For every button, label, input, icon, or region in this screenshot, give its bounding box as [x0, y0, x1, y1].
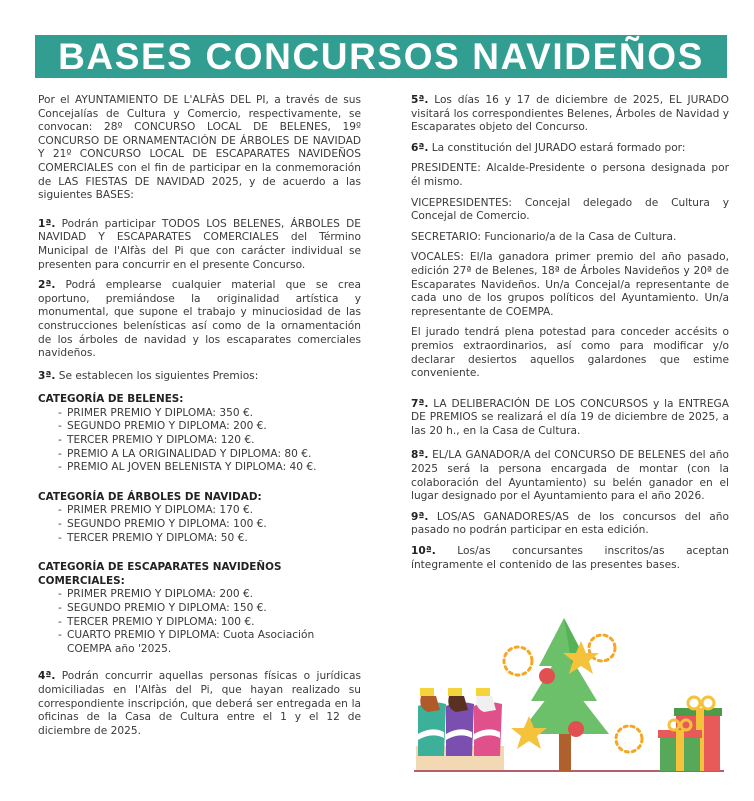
category-title-escaparates: CATEGORÍA DE ESCAPARATES NAVIDEÑOS COMERCIALES: [38, 561, 282, 587]
prize-item: - PREMIO AL JOVEN BELENISTA Y DIPLOMA: 40 €. [58, 461, 361, 475]
base-ordinal: 8ª. [411, 449, 429, 462]
base-9 [411, 511, 729, 538]
base-text: La constitución del JURADO estará formado por: [428, 141, 686, 154]
page-title: BASES CONCURSOS NAVIDEÑOS [58, 36, 704, 77]
base-text: Podrá emplearse cualquier material que se crea oportuno, premiándose la originalidad artística y monumental, que supone el trabajo y minuciosidad de las construcciones belenísticas así como de la ornamentación de los árboles de navidad y los escaparates comerciales navideños. [38, 279, 361, 360]
left-column [38, 94, 361, 745]
christmas-tree-icon [519, 618, 609, 771]
gift-boxes-icon [658, 697, 722, 771]
base-3 [38, 370, 361, 384]
prize-item: - SEGUNDO PREMIO Y DIPLOMA: 200 €. [58, 420, 361, 434]
ornament [568, 721, 584, 737]
jury-vocals: VOCALES: El/la ganadora primer premio del año pasado, edición 27ª de Belenes, 18ª de Árboles Navideños y 20ª de Escaparates Navideños. Un/a Concejal/a representante de cada uno de los grupos políticos del Ayuntamiento. Un/a representante de COEMPA. [411, 251, 729, 318]
base-7 [411, 398, 729, 439]
base-5 [411, 94, 729, 135]
base-text: EL/LA GANADOR/A del CONCURSO DE BELENES del año 2025 será la persona encargada de montar (con la colaboración del Ayuntamiento) su belén ganador en el lugar designado por el Ayuntamiento para el año 2026. [411, 449, 729, 503]
jury-secretary: SECRETARIO: Funcionario/a de la Casa de Cultura. [411, 230, 677, 243]
right-column [411, 94, 729, 579]
base-2 [38, 279, 361, 361]
jury-vicepresidents: VICEPRESIDENTES: Concejal delegado de Cultura y Concejal de Comercio. [411, 196, 729, 223]
base-ordinal: 10ª. [411, 545, 436, 558]
prize-item: - TERCER PREMIO Y DIPLOMA: 120 €. [58, 434, 361, 448]
prize-list-arboles [58, 504, 361, 545]
base-text: Los/as concursantes inscritos/as aceptan íntegramente el contenido de las presentes bases. [411, 545, 729, 571]
prize-item: - SEGUNDO PREMIO Y DIPLOMA: 150 €. [58, 602, 361, 616]
intro-paragraph: Por el AYUNTAMIENTO DE L'ALFÀS DEL PI, a través de sus Concejalías de Cultura y Comercio, respectivamente, se convocan: 28º CONCURSO LOCAL DE BELENES, 19º CONCURSO DE ORNAMENTACIÓN DE ÁRBOLES DE NAVIDAD Y 21º CONCURSO LOCAL DE ESCAPARATES NAVIDEÑOS COMERCIALES con el fin de participar en la conmemoración de LAS FIESTAS DE NAVIDAD 2025, y de acuerdo a las siguientes BASES: [38, 94, 361, 202]
prize-item: - CUARTO PREMIO Y DIPLOMA: Cuota Asociación COEMPA año '2025. [58, 629, 361, 656]
three-kings-icon [416, 688, 504, 770]
prize-list-escaparates [58, 588, 361, 656]
base-text: Los días 16 y 17 de diciembre de 2025, EL JURADO visitará los correspondientes Belenes, Árboles de Navidad y Escaparates objeto del Concurso. [411, 94, 729, 134]
base-text: LOS/AS GANADORES/AS de los concursos del año pasado no podrán participar en esta edición. [411, 510, 729, 537]
base-ordinal: 3ª. [38, 369, 56, 382]
base-ordinal: 7ª. [411, 397, 429, 410]
jury-president: PRESIDENTE: Alcalde-Presidente o persona designada por él mismo. [411, 162, 729, 188]
base-6 [411, 142, 729, 156]
jury-powers: El jurado tendrá plena potestad para conceder accésits o premios extraordinarios, así como para modificar y/o declarar desiertos aquellos galardones que estime conveniente. [411, 326, 729, 380]
base-10 [411, 545, 729, 572]
prize-item: - SEGUNDO PREMIO Y DIPLOMA: 100 €. [58, 518, 361, 532]
category-title-arboles: CATEGORÍA DE ÁRBOLES DE NAVIDAD: [38, 490, 262, 503]
base-4 [38, 670, 361, 738]
prize-item: - PRIMER PREMIO Y DIPLOMA: 170 €. [58, 504, 361, 518]
prize-list-belenes [58, 407, 361, 475]
prize-item: - PREMIO A LA ORIGINALIDAD Y DIPLOMA: 80 €. [58, 448, 361, 462]
base-ordinal: 1ª. [38, 217, 56, 230]
base-ordinal: 6ª. [411, 141, 429, 154]
base-text: Se establecen los siguientes Premios: [55, 369, 259, 382]
base-ordinal: 4ª. [38, 670, 56, 683]
base-text: LA DELIBERACIÓN DE LOS CONCURSOS y la ENTREGA DE PREMIOS se realizará el día 19 de diciembre de 2025, a las 20 h., en la Casa de Cultura. [411, 397, 729, 437]
prize-item: - TERCER PREMIO Y DIPLOMA: 100 €. [58, 616, 361, 630]
title-banner [35, 35, 727, 78]
base-1 [38, 218, 361, 272]
base-text: Podrán participar TODOS LOS BELENES, ÁRBOLES DE NAVIDAD Y ESCAPARATES COMERCIALES del Término Municipal de l'Alfàs del Pi que con carácter individual se presenten para concurrir en el presente Concurso. [38, 217, 361, 271]
base-ordinal: 2ª. [38, 279, 56, 292]
base-text: Podrán concurrir aquellas personas físicas o jurídicas domiciliadas en l'Alfàs del Pi, que hayan realizado su correspondiente inscripción, que deberá ser entregada en la oficinas de la Casa de Cultura entre el 1 y el 12 de diciembre de 2025. [38, 670, 361, 737]
ornament [539, 668, 555, 684]
base-ordinal: 9ª. [411, 510, 429, 523]
category-title-belenes: CATEGORÍA DE BELENES: [38, 393, 184, 406]
prize-item: - TERCER PREMIO Y DIPLOMA: 50 €. [58, 532, 361, 546]
base-8 [411, 449, 729, 503]
prize-item: - PRIMER PREMIO Y DIPLOMA: 200 €. [58, 588, 361, 602]
christmas-illustration [404, 606, 729, 776]
prize-item: - PRIMER PREMIO Y DIPLOMA: 350 €. [58, 407, 361, 421]
base-ordinal: 5ª. [411, 94, 429, 106]
